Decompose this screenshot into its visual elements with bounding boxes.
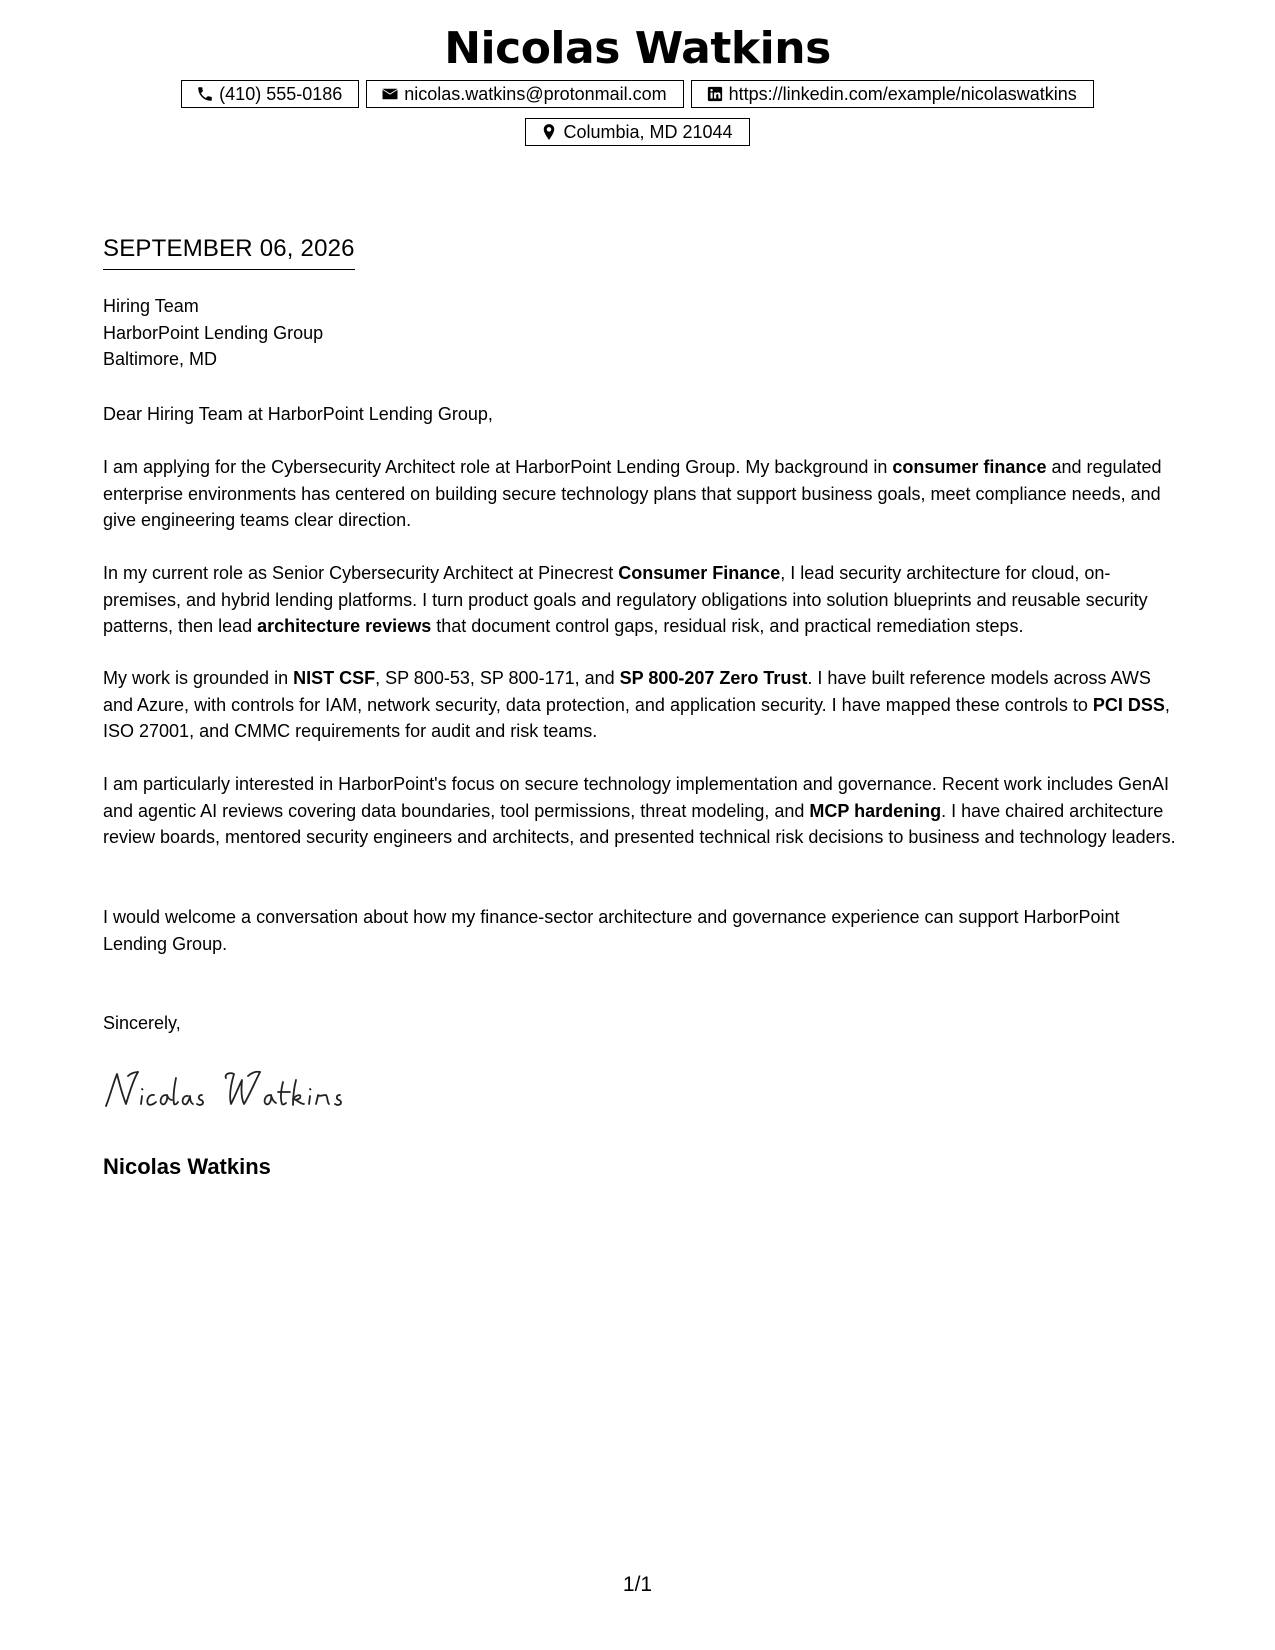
body-paragraph — [103, 771, 1178, 851]
paragraph-text: , I lead security architecture for cloud, on-premises, and hybrid lending platforms. I turn product goals and regulatory obligations into solution blueprints and reusable security patterns, then lead — [103, 563, 1148, 636]
contact-row — [0, 80, 1275, 108]
paragraph-text: My work is grounded in — [103, 668, 294, 688]
bold-keyword: MCP hardening — [809, 800, 942, 821]
phone-number: (410) 555-0186 — [219, 83, 343, 104]
contact-row-location — [0, 118, 1275, 146]
body-paragraph — [103, 454, 1178, 534]
page-number: 1/1 — [622, 1573, 653, 1596]
email-chip — [366, 80, 683, 108]
closing: Sincerely, — [103, 1013, 181, 1033]
paragraph-text: , ISO 27001, and CMMC requirements for audit and risk teams. — [103, 694, 1170, 741]
linkedin-url: https://linkedin.com/example/nicolaswatkins — [728, 83, 1077, 104]
letter-date: SEPTEMBER 06, 2026 — [103, 233, 355, 270]
map-pin-icon — [540, 123, 558, 141]
envelope-icon — [381, 85, 399, 103]
recipient-line: Hiring Team — [103, 296, 199, 316]
applicant-name-header: Nicolas Watkins — [444, 23, 831, 74]
paragraph-text: , SP 800-53, SP 800-171, and — [375, 668, 620, 688]
bold-keyword: consumer finance — [892, 457, 1047, 477]
location-chip — [525, 118, 749, 146]
handwritten-signature — [100, 1062, 370, 1122]
salutation: Dear Hiring Team at HarborPoint Lending Group, — [103, 404, 493, 424]
phone-icon — [196, 85, 214, 103]
paragraph-text: . I have built reference models across AWS and Azure, with controls for IAM, network security, data protection, and application security. I have mapped these controls to — [103, 668, 1151, 715]
recipient-line: Baltimore, MD — [103, 349, 218, 369]
bold-keyword: NIST CSF — [293, 668, 376, 688]
bold-keyword: PCI DSS — [1092, 694, 1165, 715]
phone-chip — [181, 80, 359, 108]
location-text: Columbia, MD 21044 — [563, 121, 733, 142]
body-paragraph — [103, 904, 1178, 957]
paragraph-text: I would welcome a conversation about how my finance-sector architecture and governance experience can support HarborPoint Lending Group. — [103, 907, 1120, 954]
linkedin-icon — [706, 85, 724, 103]
paragraph-text: In my current role as Senior Cybersecurity Architect at Pinecrest — [103, 563, 619, 583]
bold-keyword: architecture reviews — [257, 616, 432, 636]
body-paragraph — [103, 560, 1178, 640]
paragraph-text: and regulated enterprise environments has centered on building secure technology plans that support business goals, meet compliance needs, and give engineering teams clear direction. — [103, 457, 1162, 530]
paragraph-text: that document control gaps, residual risk, and practical remediation steps. — [431, 616, 1024, 636]
paragraph-text: I am particularly interested in HarborPoint's focus on secure technology implementation and governance. Recent work includes GenAI and agentic AI reviews covering data boundaries, tool permissions, threat modeling, and — [103, 774, 1169, 821]
bold-keyword: SP 800-207 Zero Trust — [619, 668, 808, 688]
paragraph-text: . I have chaired architecture review boards, mentored security engineers and architects, and presented technical risk decisions to business and technology leaders. — [103, 800, 1176, 847]
signer-name: Nicolas Watkins — [103, 1154, 271, 1179]
recipient-line: HarborPoint Lending Group — [103, 322, 324, 343]
linkedin-chip — [691, 80, 1094, 108]
bold-keyword: Consumer Finance — [618, 563, 781, 583]
email-address: nicolas.watkins@protonmail.com — [404, 83, 667, 104]
recipient-block — [103, 293, 323, 373]
body-paragraph — [103, 665, 1178, 745]
paragraph-text: I am applying for the Cybersecurity Architect role at HarborPoint Lending Group. My background in — [103, 457, 893, 477]
